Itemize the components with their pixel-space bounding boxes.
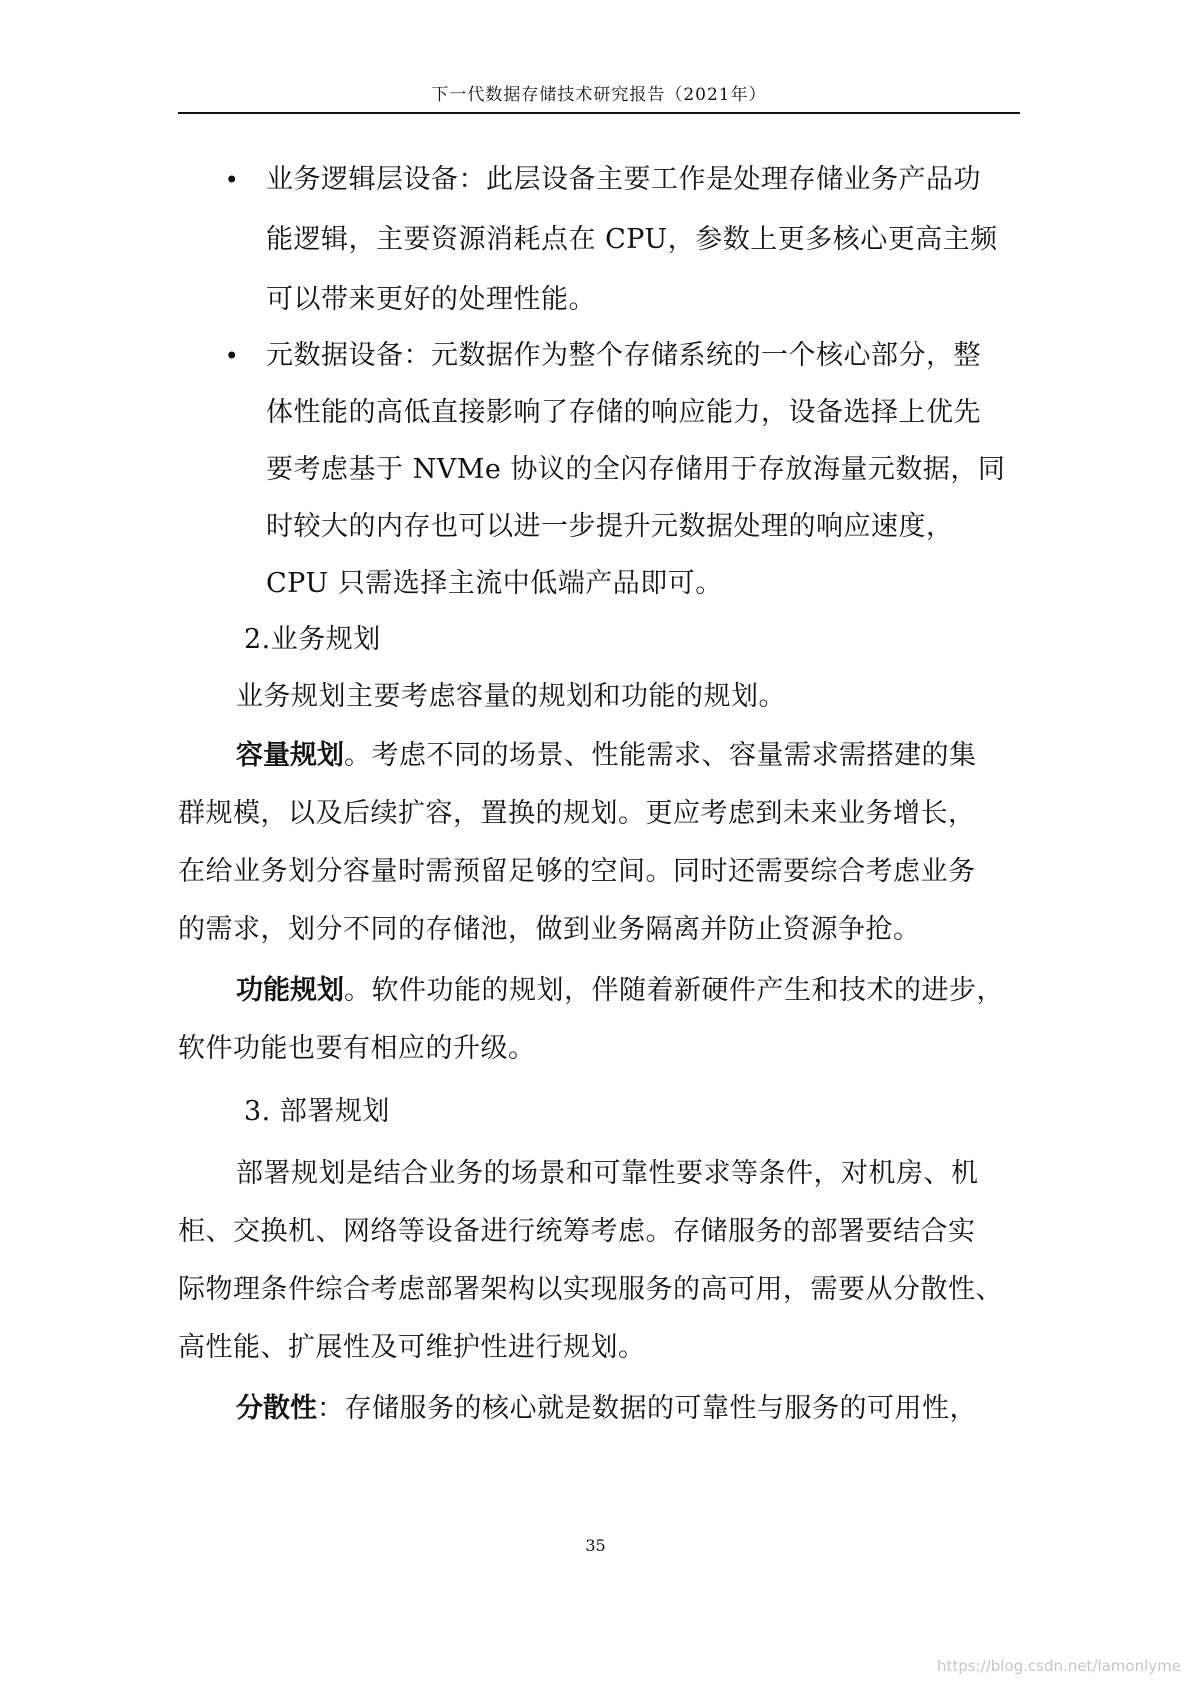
bullet-dot-icon: • [224, 166, 240, 194]
section-heading: 2.业务规划 [244, 624, 381, 655]
paragraph-text: 。软件功能的规划，伴随着新硬件产生和技术的进步， [344, 975, 1004, 1006]
watermark: https://blog.csdn.net/lamonlyme [937, 1657, 1181, 1675]
paragraph-line [178, 1379, 1020, 1439]
bullet-text-line: 元数据设备：元数据作为整个存储系统的一个核心部分，整 [266, 340, 981, 371]
page-header [178, 84, 1020, 114]
paragraph-line: 的需求，划分不同的存储池，做到业务隔离并防止资源争抢。 [178, 914, 921, 945]
paragraph-line: 群规模，以及后续扩容，置换的规划。更应考虑到未来业务增长， [178, 798, 976, 829]
paragraph-text: ：存储服务的核心就是数据的可靠性与服务的可用性， [317, 1393, 977, 1424]
page-number: 35 [585, 1536, 606, 1555]
paragraph-line: 柜、交换机、网络等设备进行统筹考虑。存储服务的部署要结合实 [178, 1216, 976, 1247]
dispersion-term: 分散性 [236, 1393, 317, 1424]
bullet-text-line: 能逻辑，主要资源消耗点在 CPU，参数上更多核心更高主频 [266, 224, 998, 255]
bullet-text-line: 业务逻辑层设备：此层设备主要工作是处理存储业务产品功 [266, 164, 981, 195]
bullet-text-line: 可以带来更好的处理性能。 [266, 284, 596, 315]
paragraph-line: 软件功能也要有相应的升级。 [178, 1033, 536, 1064]
bullet-dot-icon: • [224, 342, 240, 370]
bullet-text-line: CPU 只需选择主流中低端产品即可。 [266, 568, 723, 599]
paragraph-line: 在给业务划分容量时需预留足够的空间。同时还需要综合考虑业务 [178, 856, 976, 887]
paragraph-line [178, 726, 1020, 786]
paragraph-line: 际物理条件综合考虑部署架构以实现服务的高可用，需要从分散性、 [178, 1274, 1003, 1305]
function-planning-term: 功能规划 [236, 975, 344, 1006]
report-title: 下一代数据存储技术研究报告（2021年） [431, 85, 767, 105]
paragraph-text: 。考虑不同的场景、性能需求、容量需求需搭建的集 [344, 740, 977, 771]
bullet-text-line: 时较大的内存也可以进一步提升元数据处理的响应速度， [266, 511, 954, 542]
bullet-text-line: 要考虑基于 NVMe 协议的全闪存储用于存放海量元数据，同 [266, 454, 1006, 485]
paragraph-line: 高性能、扩展性及可维护性进行规划。 [178, 1332, 646, 1363]
bullet-text-line: 体性能的高低直接影响了存储的响应能力，设备选择上优先 [266, 397, 981, 428]
capacity-planning-term: 容量规划 [236, 740, 344, 771]
paragraph-line [178, 961, 1020, 1021]
paragraph-line: 部署规划是结合业务的场景和可靠性要求等条件，对机房、机 [236, 1158, 979, 1189]
paragraph-line: 业务规划主要考虑容量的规划和功能的规划。 [236, 681, 786, 712]
section-heading: 3. 部署规划 [244, 1096, 390, 1127]
